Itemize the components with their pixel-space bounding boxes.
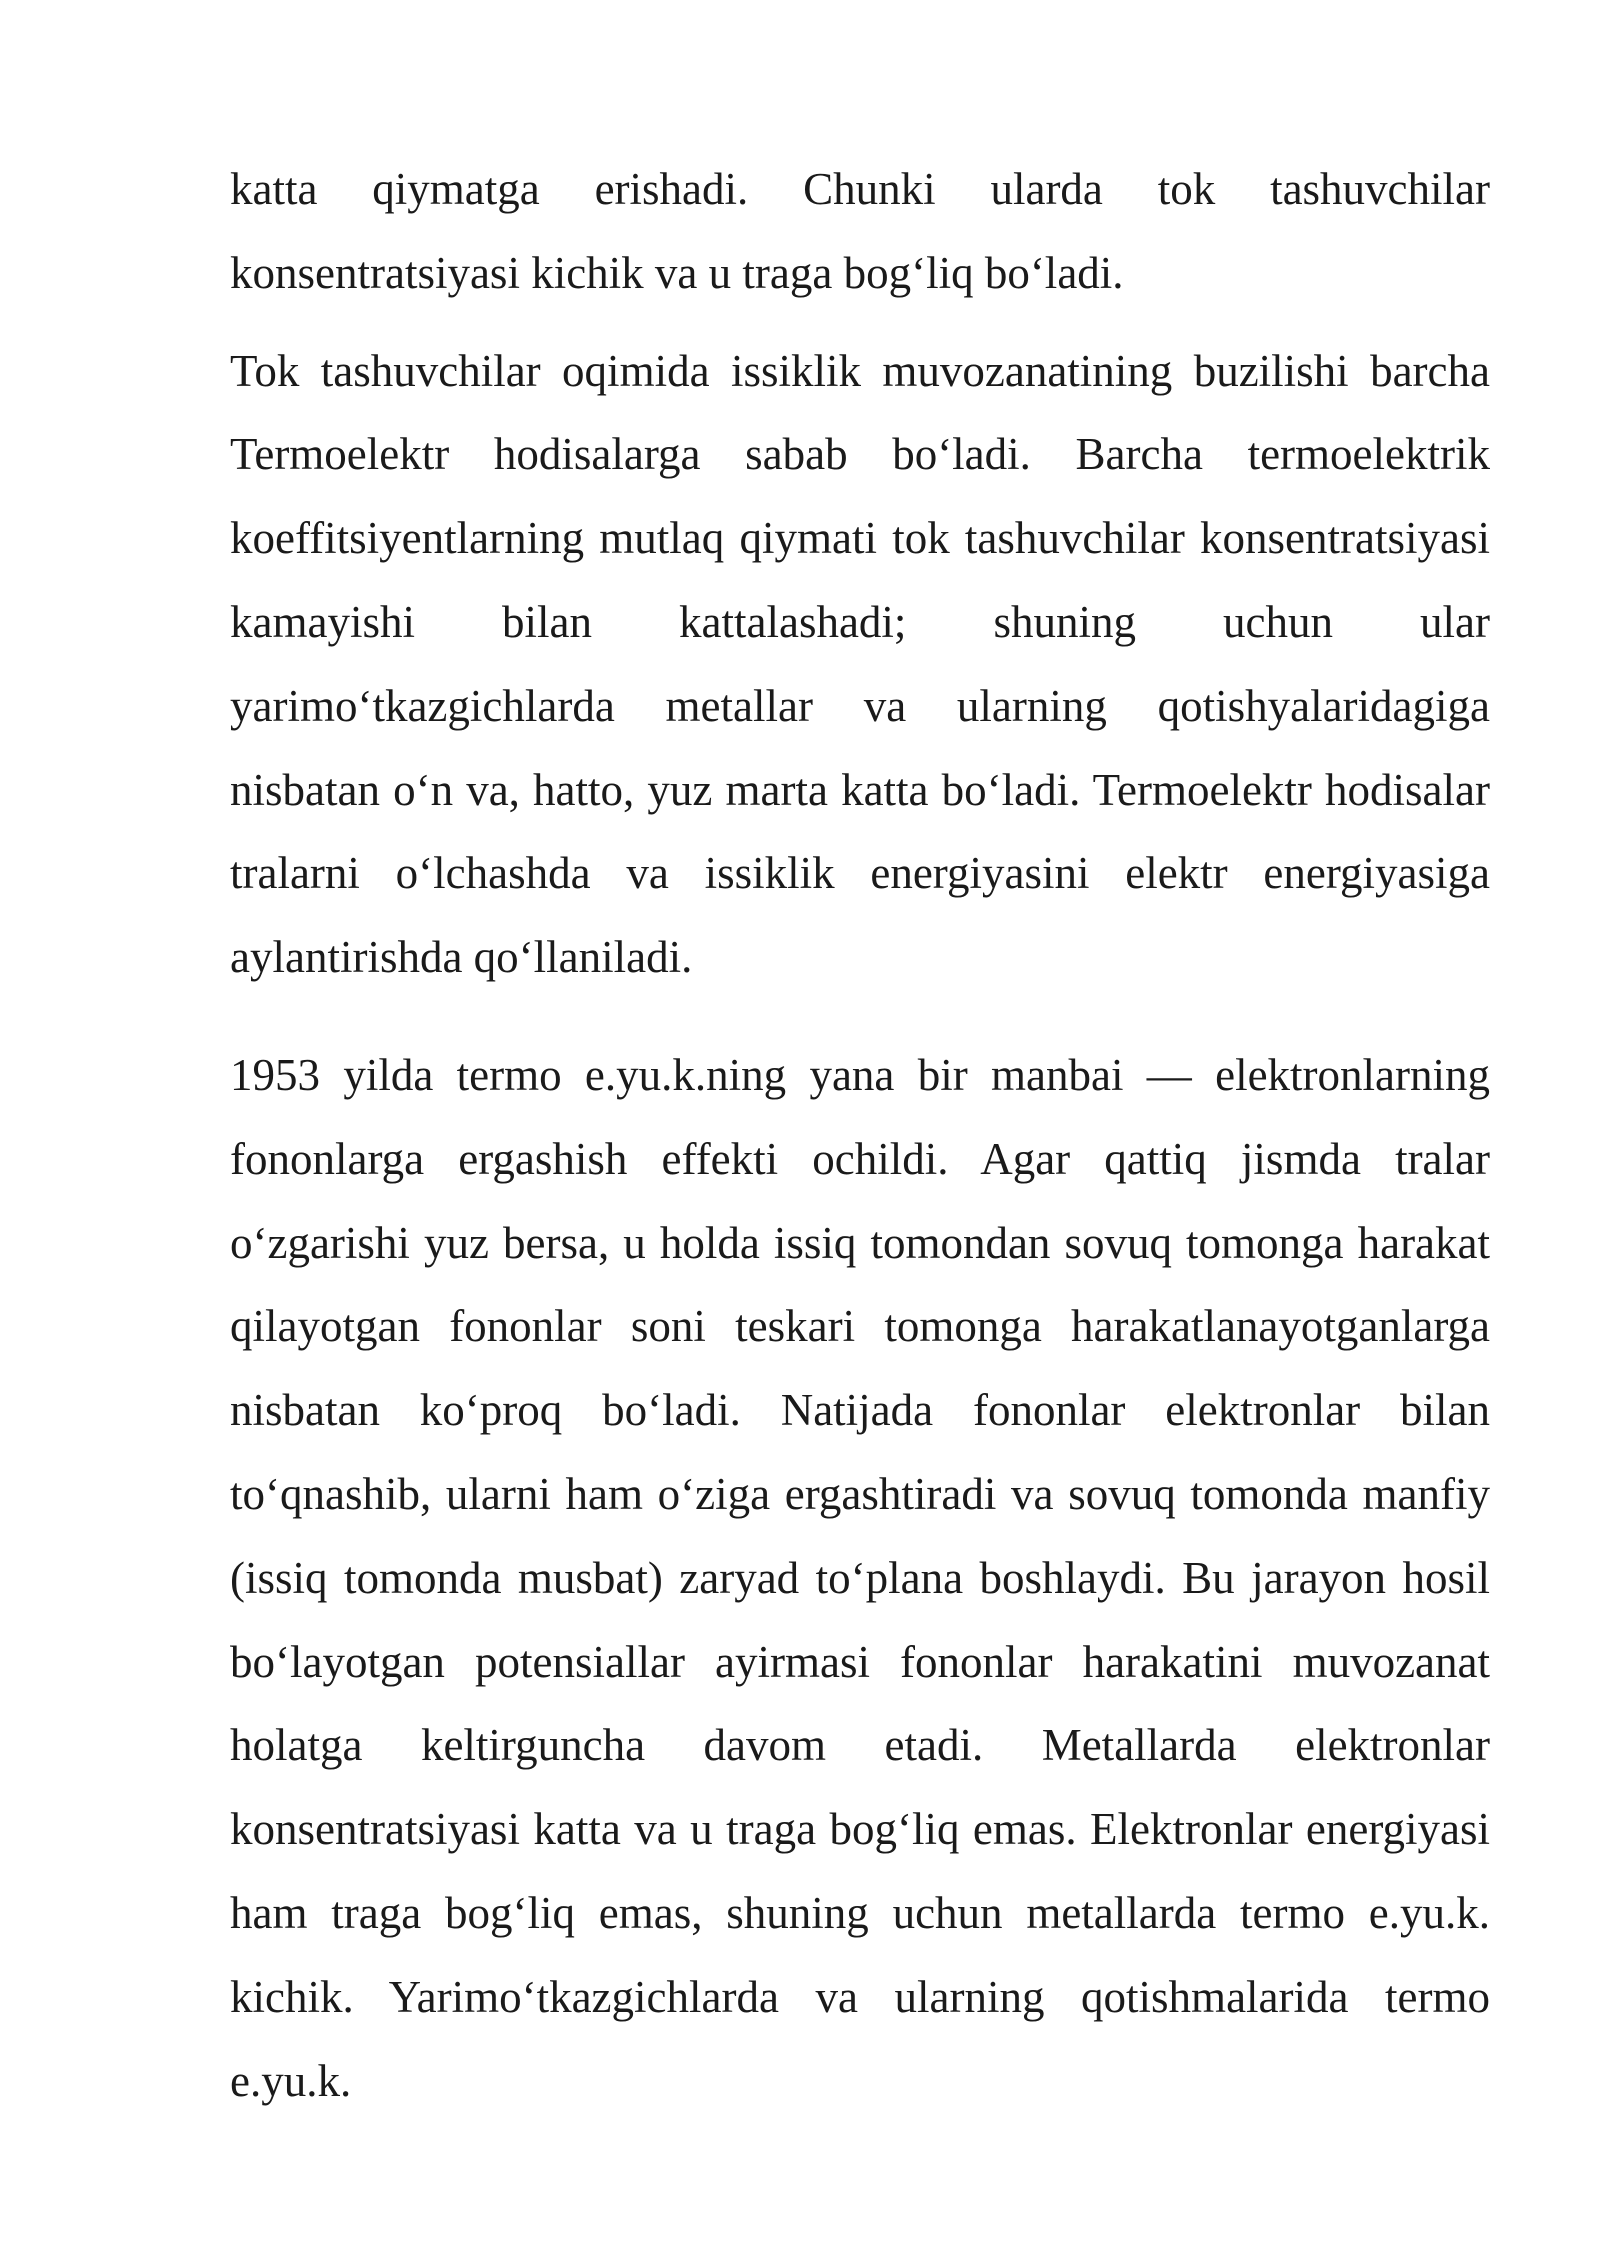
paragraph-3: 1953 yilda termo e.yu.k.ning yana bir manbai — elektronlarning fononlarga ergashish effekti ochildi. Agar qattiq jismda tralar o‘zgarishi yuz bersa, u holda issiq tomondan sovuq tomonga harakat qilayotgan fononlar soni teskari tomonga harakatlanayotganlarga nisbatan ko‘proq bo‘ladi. Natijada fononlar elektronlar bilan to‘qnashib, ularni ham o‘ziga ergashtiradi va sovuq tomonda manfiy (issiq tomonda musbat) zaryad to‘plana boshlaydi. Bu jarayon hosil bo‘layotgan potensiallar ayirmasi fononlar harakatini muvozanat holatga keltirguncha davom etadi. Metallarda elektronlar konsentratsiyasi katta va u traga bog‘liq emas. Elektronlar energiyasi ham traga bog‘liq emas, shuning uchun metallarda termo e.yu.k. kichik. Yarimo‘tkazgichlarda va ularning qotishmalarida termo e.yu.k.	[230, 1049, 1490, 2106]
paragraph-1: katta qiymatga erishadi. Chunki ularda tok tashuvchilar konsentratsiyasi kichik va u traga bog‘liq bo‘ladi.	[230, 164, 1490, 298]
document-page	[230, 148, 1490, 2123]
paragraph-2: Tok tashuvchilar oqimida issiklik muvozanatining buzilishi barcha Termoelektr hodisalarga sabab bo‘ladi. Barcha termoelektrik koeffitsiyentlarning mutlaq qiymati tok tashuvchilar konsentratsiyasi kamayishi bilan kattalashadi; shuning uchun ular yarimo‘tkazgichlarda metallar va ularning qotishyalaridagiga nisbatan o‘n va, hatto, yuz marta katta bo‘ladi. Termoelektr hodisalar tralarni o‘lchashda va issiklik energiyasini elektr energiyasiga aylantirishda qo‘llaniladi.	[230, 345, 1490, 983]
